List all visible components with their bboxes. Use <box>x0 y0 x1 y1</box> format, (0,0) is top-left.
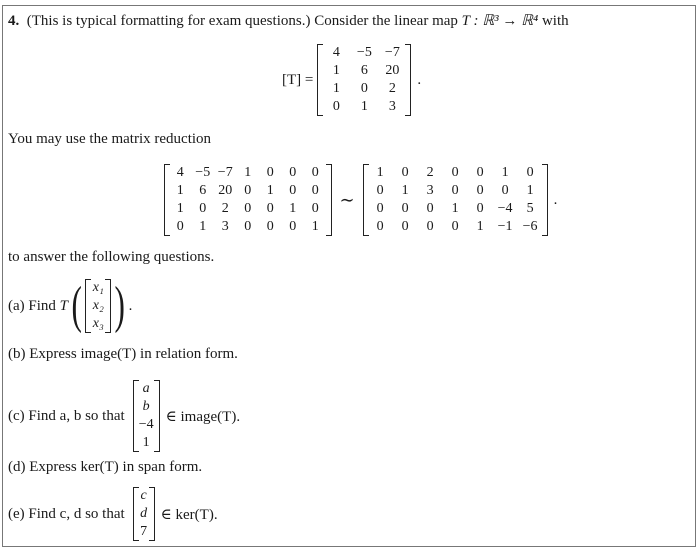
period: . <box>128 297 133 314</box>
part-c-suffix: ∈ image(T). <box>165 408 241 425</box>
matrix-entry: 0 <box>476 201 484 216</box>
matrix-row <box>322 62 406 80</box>
part-e-vector <box>133 487 155 541</box>
matrix-row <box>138 505 150 523</box>
matrix-entry: 6 <box>199 183 207 198</box>
part-c-vector <box>133 380 160 452</box>
matrix-row <box>368 182 543 200</box>
matrix-entry: 1 <box>332 81 340 96</box>
period: . <box>417 71 422 88</box>
matrix-row <box>368 200 543 218</box>
matrix-entry: 1 <box>266 183 274 198</box>
matrix-entry: 0 <box>311 201 319 216</box>
question-number: 4. <box>8 13 20 29</box>
right-paren: ) <box>114 277 126 334</box>
matrix-entry: 3 <box>388 99 396 114</box>
matrix-entry: 20 <box>218 183 233 198</box>
matrix-row <box>90 315 106 333</box>
matrix-entry: 0 <box>526 165 534 180</box>
matrix-row <box>169 200 327 218</box>
matrix-row <box>90 297 106 315</box>
matrix-entry: 0 <box>244 183 252 198</box>
matrix-entry: 0 <box>332 99 340 114</box>
matrix-entry: x₃ <box>92 316 104 331</box>
matrix-entry: 1 <box>311 219 319 234</box>
matrix-row <box>138 398 155 416</box>
matrix-row <box>322 80 406 98</box>
part-e-label: (e) Find c, d so that <box>8 505 125 522</box>
t-matrix-equation <box>282 44 421 116</box>
part-e-suffix: ∈ ker(T). <box>160 506 218 523</box>
matrix-row <box>90 279 106 297</box>
matrix-entry: 0 <box>401 201 409 216</box>
matrix-entry: c <box>140 488 147 503</box>
matrix-entry: 0 <box>376 219 384 234</box>
matrix-entry: 2 <box>426 165 434 180</box>
left-paren: ( <box>71 277 82 334</box>
part-d: (d) Express ker(T) in span form. <box>8 459 203 475</box>
matrix-entry: −1 <box>497 219 513 234</box>
matrix-entry: 0 <box>289 219 297 234</box>
t-label: [T] = <box>282 71 314 88</box>
matrix-entry: 0 <box>376 201 384 216</box>
matrix-entry: d <box>140 506 148 521</box>
reduction-text: You may use the matrix reduction <box>8 131 212 147</box>
matrix-entry: −7 <box>384 45 400 60</box>
matrix-row <box>368 218 543 236</box>
matrix-entry: 1 <box>476 219 484 234</box>
matrix-entry: 6 <box>360 63 368 78</box>
period: . <box>553 191 558 208</box>
part-c-label: (c) Find a, b so that <box>8 407 125 424</box>
with-text: with <box>541 13 569 29</box>
matrix-entry: 3 <box>426 183 434 198</box>
matrix-entry: x₂ <box>92 298 104 313</box>
matrix-row <box>138 380 155 398</box>
matrix-entry: −6 <box>522 219 538 234</box>
matrix-entry: 3 <box>221 219 229 234</box>
matrix-row <box>169 182 327 200</box>
matrix-reduction <box>164 164 557 236</box>
matrix-entry: 1 <box>142 435 150 450</box>
matrix-entry: 0 <box>176 219 184 234</box>
matrix-entry: −5 <box>356 45 372 60</box>
matrix-entry: 0 <box>401 165 409 180</box>
matrix-entry: 1 <box>199 219 207 234</box>
matrix-entry: 0 <box>501 183 509 198</box>
matrix-entry: 1 <box>451 201 459 216</box>
matrix-entry: 0 <box>266 219 274 234</box>
matrix-entry: −4 <box>138 417 154 432</box>
matrix-entry: 0 <box>451 183 459 198</box>
matrix-entry: 5 <box>526 201 534 216</box>
matrix-entry: 1 <box>526 183 534 198</box>
matrix-row <box>138 434 155 452</box>
matrix-entry: −7 <box>217 165 233 180</box>
matrix-entry: −5 <box>195 165 211 180</box>
t-matrix <box>317 44 411 116</box>
matrix-entry: 2 <box>388 81 396 96</box>
matrix-entry: 0 <box>376 183 384 198</box>
matrix-entry: 0 <box>311 183 319 198</box>
matrix-entry: 1 <box>360 99 368 114</box>
rref-matrix <box>363 164 548 236</box>
matrix-entry: 0 <box>266 201 274 216</box>
matrix-row <box>169 164 327 182</box>
matrix-entry: 0 <box>476 183 484 198</box>
part-e <box>8 487 218 541</box>
matrix-entry: x₁ <box>92 280 104 295</box>
matrix-row <box>169 218 327 236</box>
matrix-row <box>322 98 406 116</box>
matrix-entry: 1 <box>501 165 509 180</box>
matrix-entry: 0 <box>451 219 459 234</box>
matrix-entry: 20 <box>385 63 400 78</box>
matrix-entry: 0 <box>360 81 368 96</box>
matrix-entry: 7 <box>140 524 148 539</box>
matrix-entry: 1 <box>176 183 184 198</box>
matrix-entry: 0 <box>476 165 484 180</box>
part-a <box>8 279 132 333</box>
question-intro: (This is typical formatting for exam questions.) Consider the linear map <box>26 13 458 29</box>
augmented-matrix <box>164 164 332 236</box>
matrix-entry: 1 <box>244 165 252 180</box>
matrix-entry: 1 <box>176 201 184 216</box>
question-header <box>8 11 569 30</box>
matrix-entry: 1 <box>289 201 297 216</box>
matrix-entry: 2 <box>221 201 229 216</box>
map-notation: T : ℝ³ → ℝ⁴ <box>461 13 539 29</box>
matrix-entry: 0 <box>426 219 434 234</box>
matrix-entry: 1 <box>376 165 384 180</box>
matrix-entry: 4 <box>332 45 340 60</box>
matrix-entry: 0 <box>426 201 434 216</box>
matrix-entry: −4 <box>497 201 513 216</box>
matrix-entry: 0 <box>199 201 207 216</box>
part-b: (b) Express image(T) in relation form. <box>8 346 238 362</box>
matrix-entry: 0 <box>289 183 297 198</box>
matrix-entry: 4 <box>176 165 184 180</box>
matrix-entry: b <box>142 399 150 414</box>
matrix-row <box>138 487 150 505</box>
equivalence-symbol: ∼ <box>339 189 355 210</box>
matrix-entry: a <box>142 381 150 396</box>
part-a-label: (a) Find <box>8 297 56 314</box>
matrix-entry: 1 <box>332 63 340 78</box>
matrix-entry: 1 <box>401 183 409 198</box>
matrix-entry: 0 <box>311 165 319 180</box>
part-c <box>8 380 240 452</box>
matrix-row <box>368 164 543 182</box>
part-a-vector <box>85 279 111 333</box>
matrix-entry: 0 <box>244 201 252 216</box>
matrix-entry: 0 <box>289 165 297 180</box>
matrix-entry: 0 <box>244 219 252 234</box>
matrix-entry: 0 <box>451 165 459 180</box>
matrix-entry: 0 <box>401 219 409 234</box>
matrix-row <box>138 523 150 541</box>
matrix-row <box>322 44 406 62</box>
matrix-entry: 0 <box>266 165 274 180</box>
matrix-row <box>138 416 155 434</box>
part-a-fn: T <box>59 297 69 314</box>
answer-text: to answer the following questions. <box>8 249 215 265</box>
